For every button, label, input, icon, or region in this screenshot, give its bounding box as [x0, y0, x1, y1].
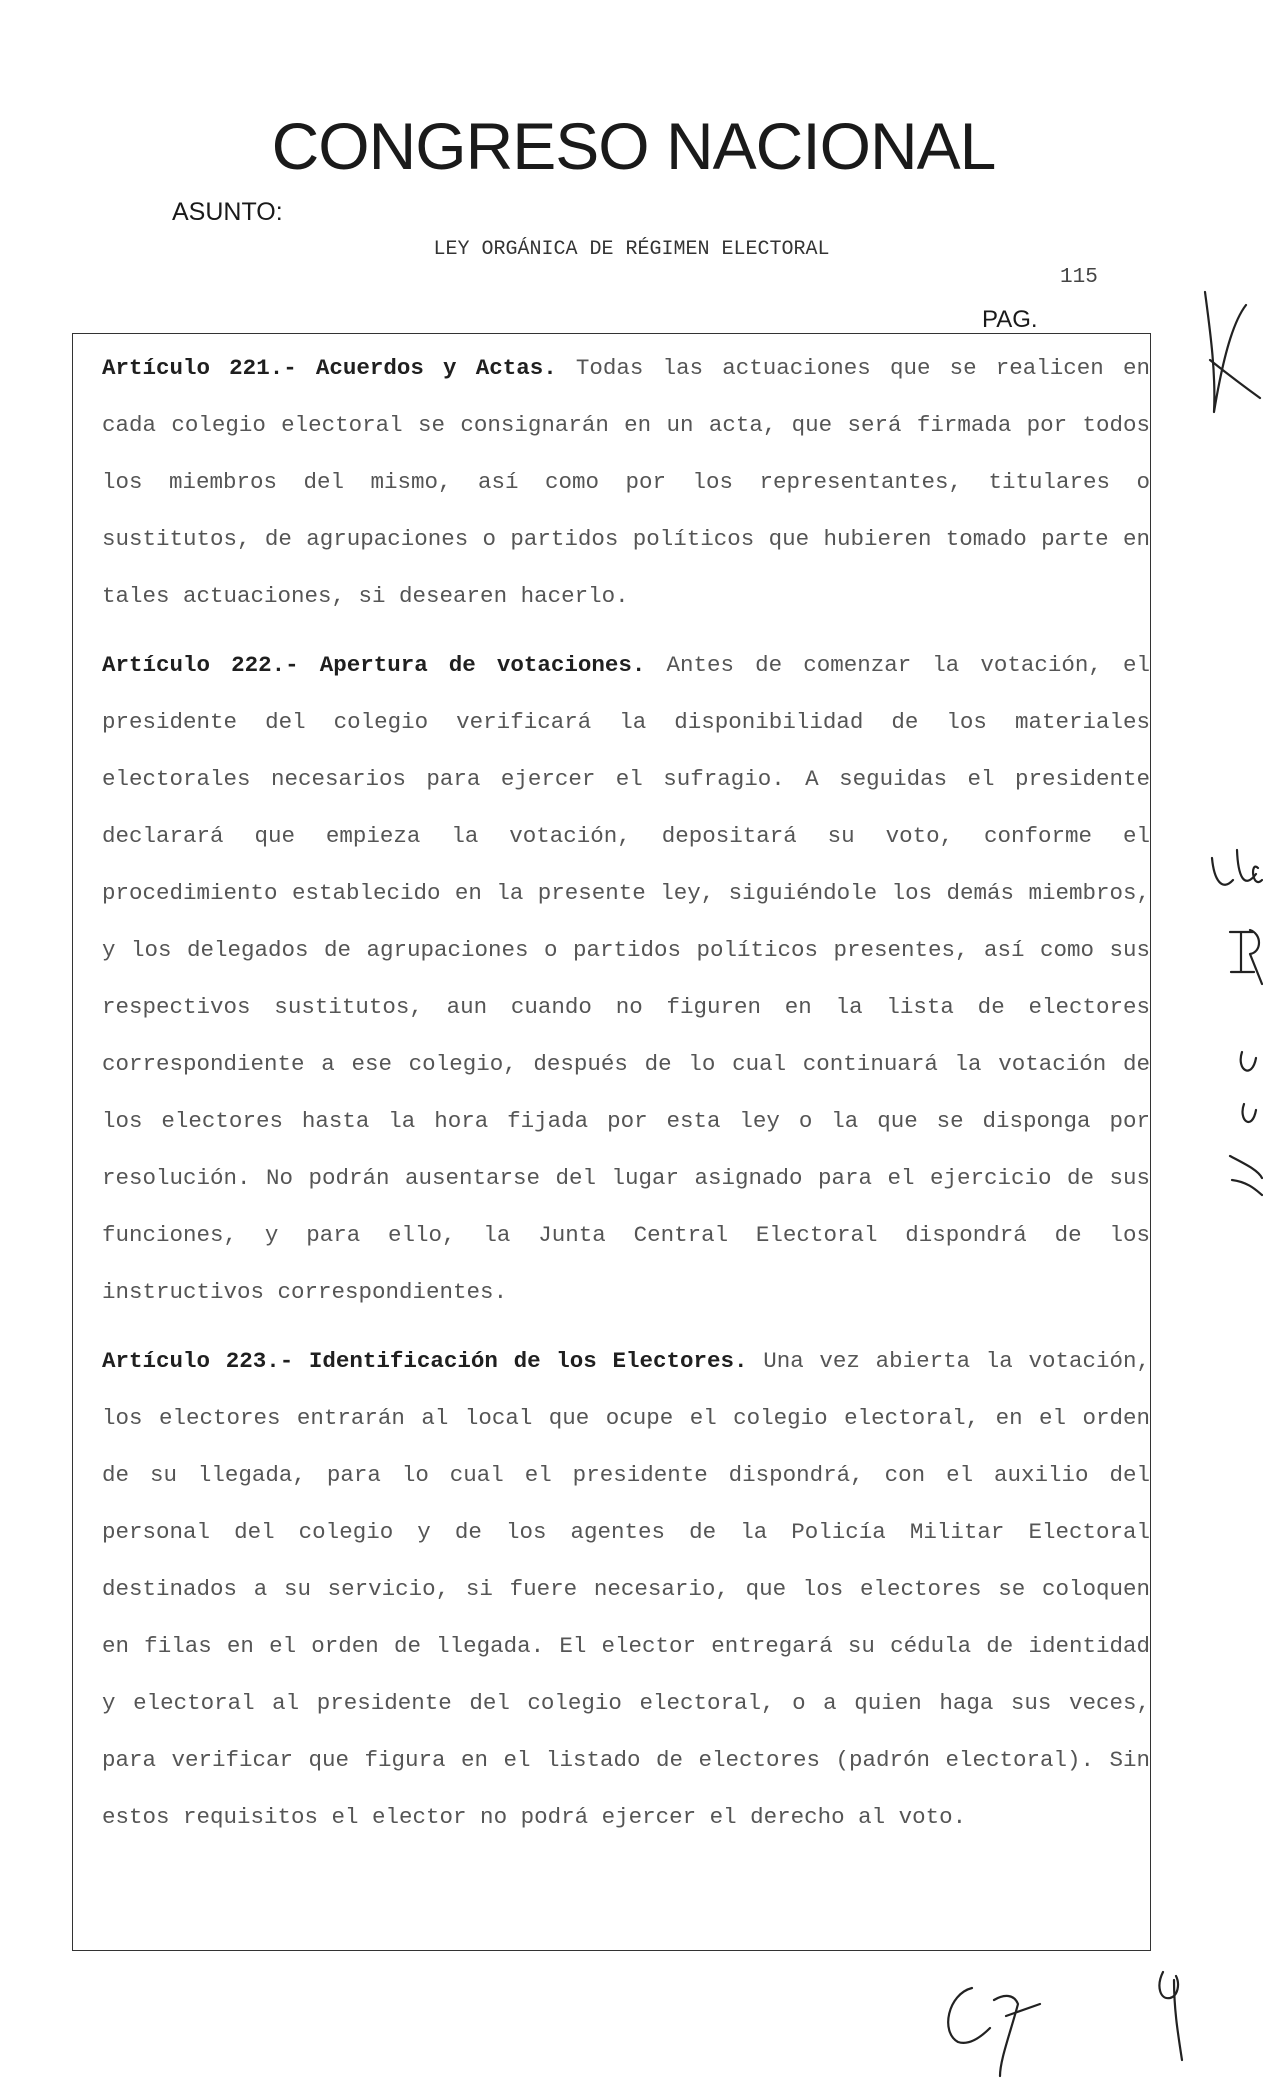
article-title: Artículo 221.- Acuerdos y Actas.: [102, 355, 557, 381]
document-body: [102, 340, 1150, 1846]
article-222: [102, 637, 1150, 1321]
article-title: Artículo 222.- Apertura de votaciones.: [102, 652, 646, 678]
subject-line: LEY ORGÁNICA DE RÉGIMEN ELECTORAL: [433, 238, 830, 261]
asunto-label: ASUNTO:: [172, 198, 283, 226]
handwritten-initials-jjc: [1212, 850, 1262, 885]
handwritten-signature: [948, 1988, 1040, 2076]
page-label: PAG.: [982, 306, 1038, 333]
article-title: Artículo 223.- Identificación de los Electores.: [102, 1348, 748, 1374]
handwritten-initial-mark: [1205, 292, 1260, 412]
article-223: [102, 1333, 1150, 1846]
article-text: Todas las actuaciones que se realicen en cada colegio electoral se consignarán en un acta, que será firmada por todos los miembros del mismo, así como por los representantes, titulares o sustitutos, de agrupaciones o partidos políticos que hubieren tomado parte en tales actuaciones, si desearen hacerlo.: [102, 355, 1150, 609]
handwritten-initials-ir: [1230, 930, 1262, 984]
article-text: Una vez abierta la votación, los electores entrarán al local que ocupe el colegio electoral, en el orden de su llegada, para lo cual el presidente dispondrá, con el auxilio del personal del colegio y de los agentes de la Policía Militar Electoral destinados a su servicio, si fuere necesario, que los electores se coloquen en filas en el orden de llegada. El elector entregará su cédula de identidad y electoral al presidente del colegio electoral, o a quien haga sus veces, para verificar que figura en el listado de electores (padrón electoral). Sin estos requisitos el elector no podrá ejercer el derecho al voto.: [102, 1348, 1150, 1830]
page-title: CONGRESO NACIONAL: [271, 109, 996, 183]
handwritten-mark: [1159, 1972, 1182, 2060]
article-221: [102, 340, 1150, 625]
article-text: Antes de comenzar la votación, el presidente del colegio verificará la disponibilidad de los materiales electorales necesarios para ejercer el sufragio. A seguidas el presidente declarará que empieza la votación, depositará su voto, conforme el procedimiento establecido en la presente ley, siguiéndole los demás miembros, y los delegados de agrupaciones o partidos políticos presentes, así como sus respectivos sustitutos, aun cuando no figuren en la lista de electores correspondiente a ese colegio, después de lo cual continuará la votación de los electores hasta la hora fijada por esta ley o la que se disponga por resolución. No podrán ausentarse del lugar asignado para el ejercicio de sus funciones, y para ello, la Junta Central Electoral dispondrá de los instructivos correspondientes.: [102, 652, 1150, 1305]
page-number: 115: [1060, 266, 1098, 289]
handwritten-initials-side: [1230, 1052, 1262, 1195]
